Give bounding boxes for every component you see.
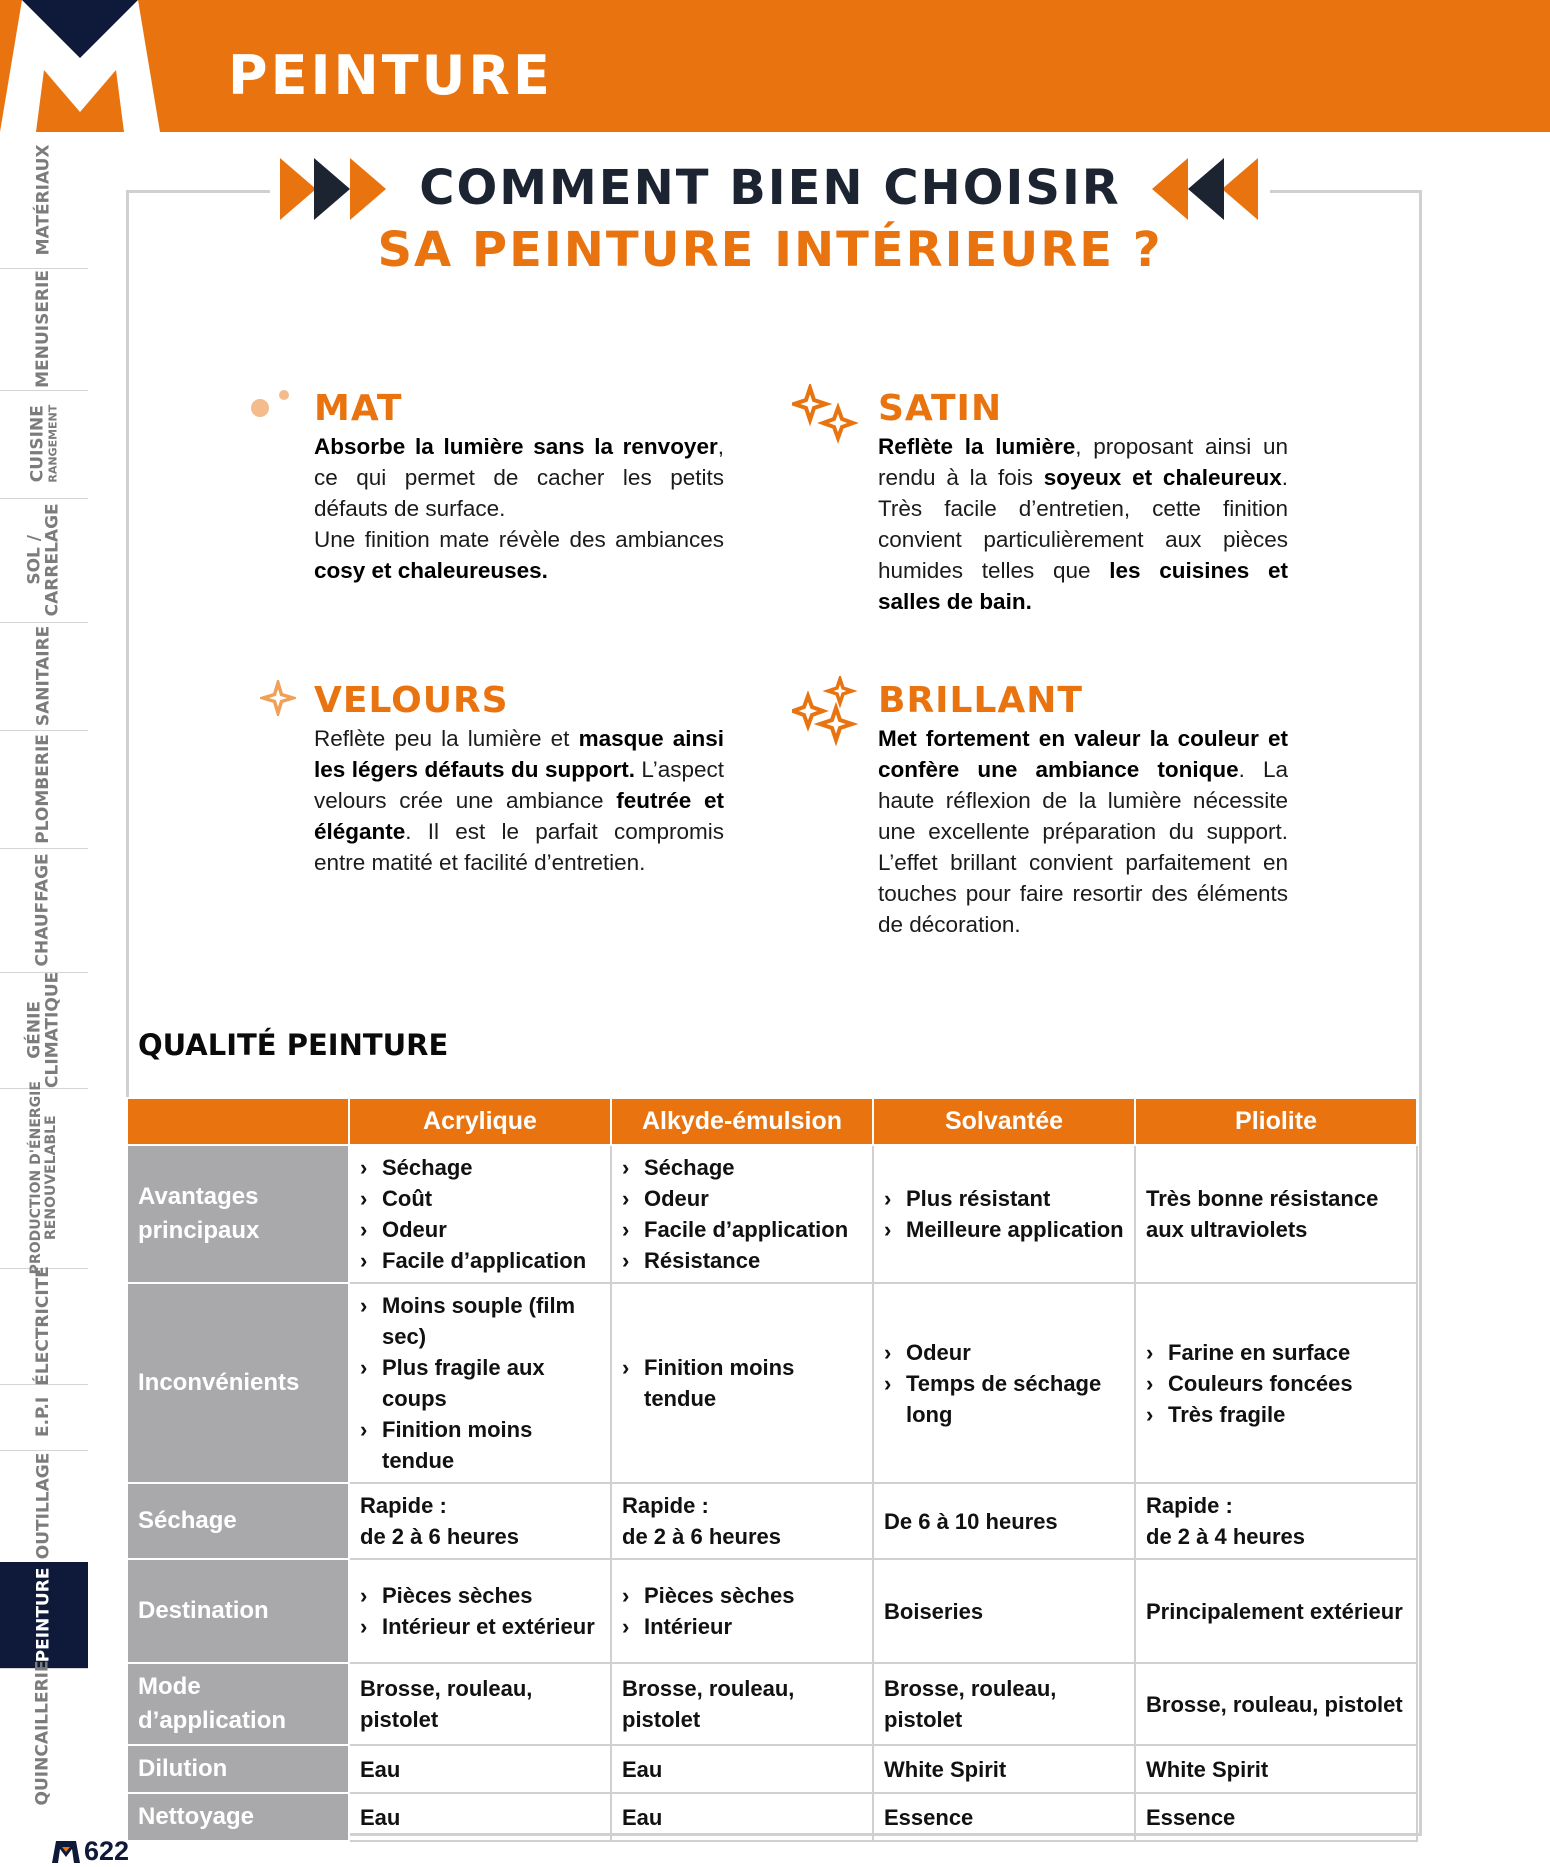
list-item: › Intérieur et extérieur xyxy=(360,1611,600,1642)
sidebar-item-label: PLOMBERIE xyxy=(33,734,54,844)
finish-title: SATIN xyxy=(878,388,1003,429)
sidebar-item-label xyxy=(29,405,58,483)
list-item: › Pièces sèches xyxy=(622,1580,862,1611)
sidebar-item-label: MENUISERIE xyxy=(33,270,54,388)
table-row xyxy=(127,1793,1417,1841)
list-item: › Plus fragile aux coups xyxy=(360,1352,600,1414)
finish-text-bold: feutrée et élégante xyxy=(314,788,724,844)
row-header: Dilution xyxy=(127,1745,349,1793)
table-cell: Brosse, rouleau, pistolet xyxy=(349,1663,611,1745)
list-item: › Farine en surface xyxy=(1146,1337,1406,1368)
table-header-row xyxy=(127,1098,1417,1145)
table-cell: De 6 à 10 heures xyxy=(873,1483,1135,1559)
finish-title: VELOURS xyxy=(314,680,509,721)
finish-text: Une finition mate révèle des ambiances xyxy=(314,527,724,552)
quality-table xyxy=(126,1097,1418,1842)
column-header: Acrylique xyxy=(349,1098,611,1145)
table-row xyxy=(127,1745,1417,1793)
sidebar-item-label: QUINCAILLERIE xyxy=(33,1660,54,1806)
list-item: › Pièces sèches xyxy=(360,1580,600,1611)
table-cell xyxy=(611,1483,873,1559)
chevrons-left-icon xyxy=(1152,152,1272,226)
finish-text-bold: cosy et chaleureuses. xyxy=(314,558,548,583)
list-item: › Couleurs foncées xyxy=(1146,1368,1406,1399)
row-header: Nettoyage xyxy=(127,1793,349,1841)
table-cell xyxy=(611,1559,873,1663)
list-item: › Odeur xyxy=(884,1337,1124,1368)
cell-list xyxy=(360,1580,600,1642)
table-cell xyxy=(873,1283,1135,1483)
finish-text: , proposant ainsi un rendu à la fois xyxy=(878,434,1288,490)
table-corner xyxy=(127,1098,349,1145)
chevrons-right-icon xyxy=(280,152,400,226)
finish-satin xyxy=(878,388,1288,617)
list-item: › Séchage xyxy=(360,1152,600,1183)
sidebar-item-label-sub: RANGEMENT xyxy=(46,405,60,483)
list-item: › Plus résistant xyxy=(884,1183,1124,1214)
list-item: › Meilleure application xyxy=(884,1214,1124,1245)
sidebar-item-label: SANITAIRE xyxy=(33,625,54,727)
sidebar-item-label: CHAUFFAGE xyxy=(33,853,54,967)
sidebar-item-materiaux[interactable] xyxy=(0,132,88,269)
sidebar-item-label: ÉLECTRICITÉ xyxy=(33,1266,54,1386)
sidebar-item-chauffage[interactable] xyxy=(0,848,88,973)
sidebar-item-label-main: GÉNIE xyxy=(24,1001,45,1059)
sidebar-item-label: MATÉRIAUX xyxy=(33,144,54,256)
table-cell: Principalement extérieur xyxy=(1135,1559,1417,1663)
table-row xyxy=(127,1283,1417,1483)
finish-text: . Très facile d’entretien, cette finition convient particulièrement aux pièces humides telles que xyxy=(878,465,1288,583)
table-cell: White Spirit xyxy=(873,1745,1135,1793)
category-sidebar xyxy=(0,132,90,1806)
table-cell xyxy=(873,1145,1135,1283)
finish-text-bold: Reflète la lumière xyxy=(878,434,1076,459)
list-item: › Très fragile xyxy=(1146,1399,1406,1430)
cell-list xyxy=(360,1152,600,1276)
sidebar-item-sol-carrelage[interactable] xyxy=(0,498,88,623)
list-item: › Odeur xyxy=(622,1183,862,1214)
quality-title: QUALITÉ PEINTURE xyxy=(138,1028,449,1062)
table-cell xyxy=(349,1283,611,1483)
sidebar-item-peinture[interactable] xyxy=(0,1562,88,1669)
cell-list xyxy=(360,1290,600,1476)
table-cell: Eau xyxy=(349,1793,611,1841)
table-cell xyxy=(1135,1283,1417,1483)
sidebar-item-quincaillerie[interactable] xyxy=(0,1660,88,1806)
finish-text-bold: les cuisines et salles de bain. xyxy=(878,558,1288,614)
cell-list xyxy=(884,1183,1124,1245)
sidebar-item-label-main: CUISINE xyxy=(27,405,48,483)
table-row xyxy=(127,1483,1417,1559)
list-item: › Odeur xyxy=(360,1214,600,1245)
row-header: Séchage xyxy=(127,1483,349,1559)
cell-list xyxy=(622,1580,862,1642)
sidebar-item-cuisine[interactable] xyxy=(0,390,88,499)
row-header: Avantages principaux xyxy=(127,1145,349,1283)
table-cell: Brosse, rouleau, pistolet xyxy=(873,1663,1135,1745)
cell-text: Rapide : xyxy=(1146,1493,1233,1518)
table-cell: White Spirit xyxy=(1135,1745,1417,1793)
list-item: › Résistance xyxy=(622,1245,862,1276)
finish-text-bold: Met fortement en valeur la couleur et confère une ambiance tonique xyxy=(878,726,1288,782)
finish-description xyxy=(878,723,1288,940)
row-header: Destination xyxy=(127,1559,349,1663)
finish-brillant xyxy=(878,680,1288,940)
cell-text: de 2 à 6 heures xyxy=(360,1524,519,1549)
page-number-text: 622 xyxy=(84,1836,130,1866)
table-cell: Eau xyxy=(611,1793,873,1841)
finish-title: BRILLANT xyxy=(878,680,1083,721)
table-cell: Essence xyxy=(873,1793,1135,1841)
column-header: Pliolite xyxy=(1135,1098,1417,1145)
sidebar-item-label xyxy=(26,504,62,617)
finish-velours xyxy=(314,680,724,878)
table-row xyxy=(127,1145,1417,1283)
dots-icon xyxy=(246,386,296,422)
list-item: › Facile d’application xyxy=(622,1214,862,1245)
row-header: Inconvénients xyxy=(127,1283,349,1483)
sidebar-item-menuiserie[interactable] xyxy=(0,268,88,391)
sidebar-item-production-energie[interactable] xyxy=(0,1081,88,1275)
table-cell xyxy=(349,1145,611,1283)
list-item: › Finition moins tendue xyxy=(360,1414,600,1476)
page-number xyxy=(52,1836,129,1867)
finish-text: . La haute réflexion de la lumière nécessite une excellente préparation du support. L’effet brillant convient parfaitement en touches pour faire resortir des éléments de décoration. xyxy=(878,757,1288,937)
list-item: › Séchage xyxy=(622,1152,862,1183)
finish-text: L’aspect velours crée une ambiance xyxy=(314,757,724,813)
finish-description xyxy=(878,431,1288,617)
sparkle-icon xyxy=(792,384,860,444)
sidebar-item-outillage[interactable] xyxy=(0,1450,88,1563)
sidebar-item-label-sub: CLIMATIQUE xyxy=(42,971,62,1089)
main-heading: COMMENT BIEN CHOISIR xyxy=(419,160,1121,216)
finish-text: , ce qui permet de cacher les petits défauts de surface. xyxy=(314,434,724,521)
sidebar-item-epi[interactable] xyxy=(0,1384,88,1451)
sidebar-item-label-sub: RENOUVELABLE xyxy=(43,1115,60,1241)
sidebar-item-label xyxy=(26,972,62,1088)
cell-list xyxy=(1146,1337,1406,1430)
list-item: › Intérieur xyxy=(622,1611,862,1642)
cell-text: Rapide : xyxy=(622,1493,709,1518)
column-header: Solvantée xyxy=(873,1098,1135,1145)
sidebar-item-label-sub: CARRELAGE xyxy=(42,503,63,617)
cell-text: Rapide : xyxy=(360,1493,447,1518)
table-cell xyxy=(611,1283,873,1483)
table-cell: Boiseries xyxy=(873,1559,1135,1663)
sidebar-item-label: E.P.I xyxy=(33,1396,54,1438)
table-row xyxy=(127,1663,1417,1745)
cell-text: de 2 à 6 heures xyxy=(622,1524,781,1549)
table-cell: Très bonne résistance aux ultraviolets xyxy=(1135,1145,1417,1283)
sidebar-item-label-main: SOL / xyxy=(24,535,45,585)
finish-text-bold: Absorbe la lumière sans la renvoyer xyxy=(314,434,718,459)
section-title: PEINTURE xyxy=(228,44,553,107)
list-item: › Facile d’application xyxy=(360,1245,600,1276)
table-cell: Essence xyxy=(1135,1793,1417,1841)
finish-description xyxy=(314,723,724,878)
sidebar-item-electricite[interactable] xyxy=(0,1268,88,1385)
main-subheading: SA PEINTURE INTÉRIEURE ? xyxy=(377,222,1163,278)
finish-text: Reflète peu la lumière et xyxy=(314,726,579,751)
table-cell: Eau xyxy=(349,1745,611,1793)
brand-logo xyxy=(0,0,160,132)
list-item: › Finition moins tendue xyxy=(622,1352,862,1414)
cell-list xyxy=(884,1337,1124,1430)
table-cell xyxy=(349,1483,611,1559)
table-cell xyxy=(1135,1483,1417,1559)
cell-text: de 2 à 4 heures xyxy=(1146,1524,1305,1549)
table-cell: Brosse, rouleau, pistolet xyxy=(1135,1663,1417,1745)
sidebar-item-plomberie[interactable] xyxy=(0,730,88,849)
finish-mat xyxy=(314,388,724,586)
brand-mini-logo xyxy=(52,1841,80,1863)
table-cell xyxy=(611,1145,873,1283)
sidebar-item-sanitaire[interactable] xyxy=(0,622,88,731)
list-item: › Coût xyxy=(360,1183,600,1214)
list-item: › Temps de séchage long xyxy=(884,1368,1124,1430)
column-header: Alkyde-émulsion xyxy=(611,1098,873,1145)
finish-title: MAT xyxy=(314,388,403,429)
sidebar-item-genie-climatique[interactable] xyxy=(0,972,88,1089)
table-cell xyxy=(349,1559,611,1663)
finish-text-bold: masque ainsi les légers défauts du support. xyxy=(314,726,725,782)
sidebar-item-label: PEINTURE xyxy=(33,1567,54,1663)
cell-list xyxy=(622,1152,862,1276)
cell-list xyxy=(622,1352,862,1414)
sidebar-item-label-main: PRODUCTION D'ÉNERGIE xyxy=(28,1081,45,1275)
finish-description xyxy=(314,431,724,586)
sidebar-item-label xyxy=(29,1081,58,1274)
row-header: Mode d’application xyxy=(127,1663,349,1745)
star-icon xyxy=(260,680,296,716)
sparkles-icon xyxy=(792,676,860,748)
table-row xyxy=(127,1559,1417,1663)
table-cell: Eau xyxy=(611,1745,873,1793)
sidebar-item-label: OUTILLAGE xyxy=(33,1452,54,1560)
list-item: › Moins souple (film sec) xyxy=(360,1290,600,1352)
finish-text: . Il est le parfait compromis entre matité et facilité d’entretien. xyxy=(314,819,724,875)
finish-text-bold: soyeux et chaleureux xyxy=(1043,465,1282,490)
table-cell: Brosse, rouleau, pistolet xyxy=(611,1663,873,1745)
